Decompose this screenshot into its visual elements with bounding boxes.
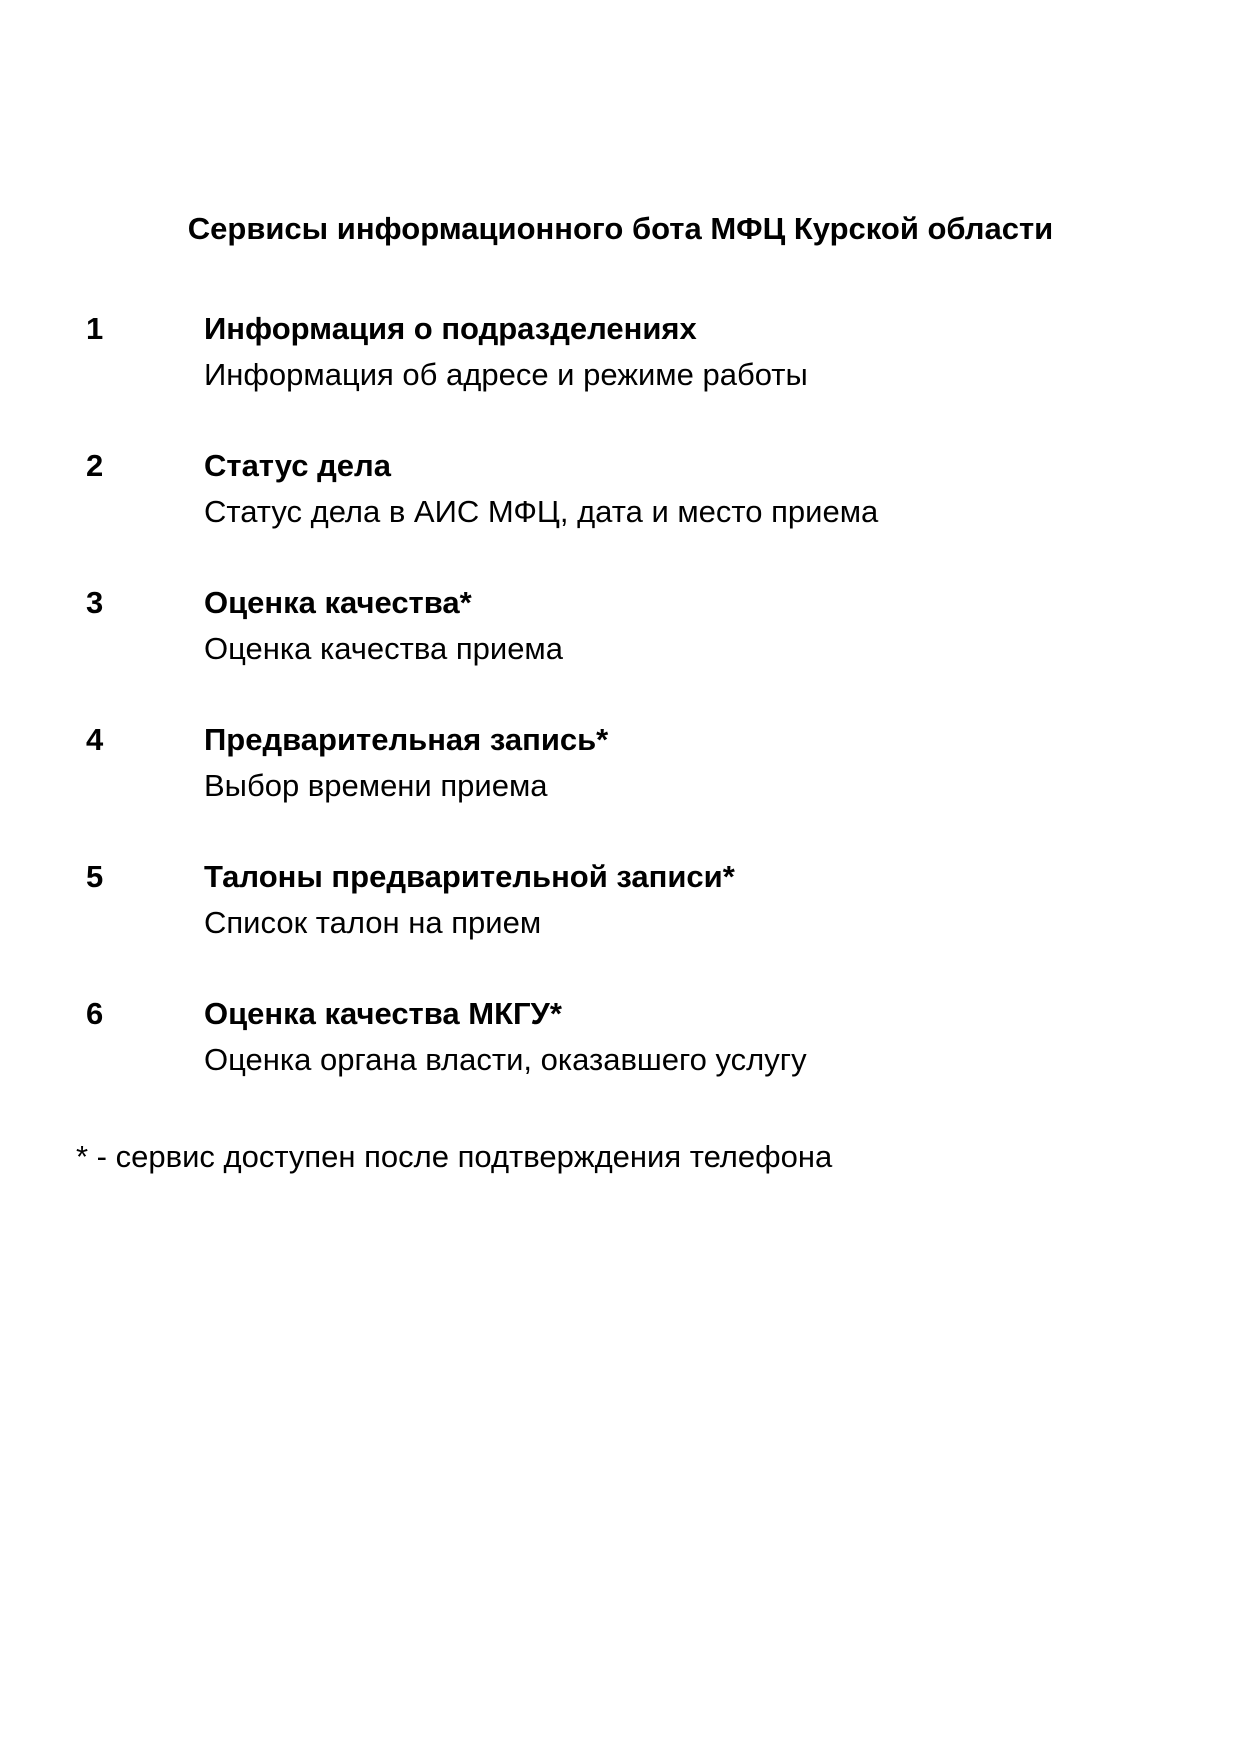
service-number: 3 (86, 585, 104, 620)
service-description: Выбор времени приема (204, 768, 548, 803)
document-title: Сервисы информационного бота МФЦ Курской области (187, 211, 1054, 246)
service-number: 6 (86, 996, 104, 1031)
service-description: Оценка органа власти, оказавшего услугу (204, 1042, 807, 1077)
service-item-5 (0, 856, 1241, 956)
service-item-6 (0, 993, 1241, 1093)
service-title: Оценка качества МКГУ* (204, 996, 562, 1031)
service-item-2 (0, 445, 1241, 545)
service-title: Статус дела (204, 448, 391, 483)
service-item-3 (0, 582, 1241, 682)
service-title: Предварительная запись* (204, 722, 609, 757)
service-description: Оценка качества приема (204, 631, 563, 666)
service-item-4 (0, 719, 1241, 819)
service-title: Информация о подразделениях (204, 311, 697, 346)
service-description: Список талон на прием (204, 905, 542, 940)
service-item-1 (0, 308, 1241, 408)
service-description: Статус дела в АИС МФЦ, дата и место приема (204, 494, 879, 529)
service-title: Талоны предварительной записи* (204, 859, 735, 894)
service-description: Информация об адресе и режиме работы (204, 357, 808, 392)
service-number: 5 (86, 859, 104, 894)
service-number: 4 (86, 722, 104, 757)
service-title: Оценка качества* (204, 585, 472, 620)
service-number: 2 (86, 448, 104, 483)
service-number: 1 (86, 311, 104, 346)
footnote: * - сервис доступен после подтверждения телефона (76, 1139, 833, 1174)
